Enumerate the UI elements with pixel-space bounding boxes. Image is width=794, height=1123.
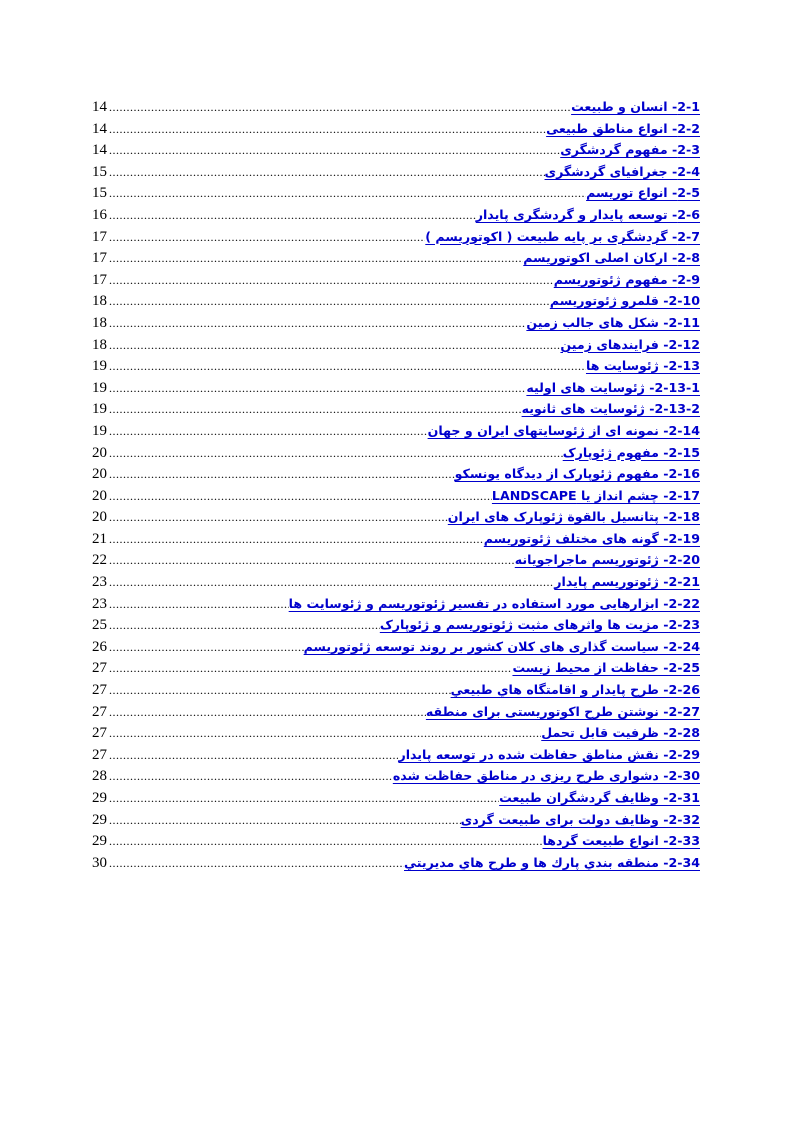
toc-page-number: 19 xyxy=(92,358,107,375)
toc-entry[interactable] xyxy=(92,182,700,204)
toc-entry-link[interactable]: 2-34- منطقه بندي پارك ها و طرح هاي مديريتي xyxy=(404,854,700,870)
toc-entry-link[interactable]: 2-25- حفاظت از محیط زیست xyxy=(512,660,700,676)
toc-page-number: 27 xyxy=(92,660,107,677)
toc-page-number: 29 xyxy=(92,811,107,828)
toc-entry-link[interactable]: 2-17- چشم انداز یا LANDSCAPE xyxy=(491,487,700,503)
dot-leader xyxy=(109,162,545,184)
toc-entry-link[interactable]: 2-33- انواع طبیعت گردها xyxy=(542,833,700,849)
dot-leader xyxy=(109,464,455,486)
dot-leader xyxy=(109,572,554,594)
toc-entry[interactable] xyxy=(92,485,700,507)
toc-entry[interactable] xyxy=(92,161,700,183)
toc-entry[interactable] xyxy=(92,204,700,226)
dot-leader xyxy=(109,227,425,249)
toc-entry-link[interactable]: 2-14- نمونه ای از ژئوسایتهای ایران و جهان xyxy=(427,422,700,438)
toc-entry-link[interactable]: 2-21- ژئوتوریسم پایدار xyxy=(554,574,700,590)
toc-entry-link[interactable]: 2-13-1- ژئوسایت های اولیه xyxy=(526,379,700,395)
toc-page-number: 14 xyxy=(92,142,107,159)
toc-page-number: 23 xyxy=(92,595,107,612)
dot-leader xyxy=(109,421,428,443)
toc-entry[interactable] xyxy=(92,593,700,615)
toc-page-number: 16 xyxy=(92,206,107,223)
dot-leader xyxy=(109,97,571,119)
toc-entry-link[interactable]: 2-12- فرایندهای زمین xyxy=(560,336,700,352)
toc-entry-link[interactable]: 2-23- مزیت ها واثرهای مثبت ژئوتوریسم و ژئوپارک xyxy=(379,617,700,633)
toc-entry-link[interactable]: 2-26- طرح پایدار و اقامتگاه هاي طبیعي xyxy=(450,682,700,698)
toc-entry[interactable] xyxy=(92,398,700,420)
dot-leader xyxy=(109,140,560,162)
toc-entry[interactable] xyxy=(92,247,700,269)
toc-page-number: 20 xyxy=(92,509,107,526)
dot-leader xyxy=(109,313,526,335)
toc-page-number: 20 xyxy=(92,444,107,461)
toc-entry-link[interactable]: 2-7- گردشگری بر پایه طبیعت ( اکوتوریسم ) xyxy=(425,228,700,244)
toc-entry[interactable] xyxy=(92,679,700,701)
toc-entry[interactable] xyxy=(92,765,700,787)
dot-leader xyxy=(109,788,499,810)
toc-entry-link[interactable]: 2-16- مفهوم ژئوپارک از دیدگاه یونسکو xyxy=(454,466,700,482)
toc-entry[interactable] xyxy=(92,139,700,161)
dot-leader xyxy=(109,378,526,400)
toc-page-number: 23 xyxy=(92,574,107,591)
toc-page-number: 29 xyxy=(92,833,107,850)
dot-leader xyxy=(109,399,522,421)
toc-entry-link[interactable]: 2-11- شکل های جالب زمین xyxy=(526,314,700,330)
toc-entry-link[interactable]: 2-2- انواع مناطق طبیعی xyxy=(546,120,700,136)
toc-entry[interactable] xyxy=(92,226,700,248)
toc-entry[interactable] xyxy=(92,96,700,118)
toc-entry[interactable] xyxy=(92,312,700,334)
toc-page-number: 27 xyxy=(92,746,107,763)
toc-entry[interactable] xyxy=(92,118,700,140)
toc-entry[interactable] xyxy=(92,549,700,571)
toc-page-number: 15 xyxy=(92,185,107,202)
toc-entry-link[interactable]: 2-27- نوشتن طرح اکوتوریستی برای منطقه xyxy=(425,703,700,719)
toc-entry[interactable] xyxy=(92,442,700,464)
toc-page-number: 27 xyxy=(92,725,107,742)
toc-entry-link[interactable]: 2-5- انواع توریسم xyxy=(586,185,700,201)
toc-page-number: 20 xyxy=(92,487,107,504)
toc-page-number: 18 xyxy=(92,336,107,353)
toc-entry[interactable] xyxy=(92,355,700,377)
toc-entry-link[interactable]: 2-31- وظایف گردشگران طبیعت xyxy=(499,790,700,805)
toc-entry-link[interactable]: 2-6- توسعه پایدار و گردشگری پایدار xyxy=(475,206,700,222)
dot-leader xyxy=(109,270,554,292)
dot-leader xyxy=(109,810,461,832)
toc-entry-link[interactable]: 2-1- انسان و طبیعت xyxy=(571,99,700,114)
toc-entry-link[interactable]: 2-10- قلمرو ژئوتوریسم xyxy=(549,293,700,309)
dot-leader xyxy=(109,637,304,659)
dot-leader xyxy=(109,615,380,637)
toc-page-number: 17 xyxy=(92,228,107,245)
dot-leader xyxy=(109,680,451,702)
toc-page-number: 19 xyxy=(92,422,107,439)
dot-leader xyxy=(109,853,404,875)
dot-leader xyxy=(109,507,448,529)
dot-leader xyxy=(109,702,426,724)
toc-entry-link[interactable]: 2-22- ابزارهایی مورد استفاده در تفسیر ژئوتوریسم و ژئوسایت ها xyxy=(288,595,700,611)
toc-entry[interactable] xyxy=(92,809,700,831)
toc-page-number: 27 xyxy=(92,703,107,720)
toc-entry-link[interactable]: 2-20- ژئوتوریسم ماجراجویانه xyxy=(514,552,700,568)
toc-entry[interactable] xyxy=(92,657,700,679)
toc-page-number: 28 xyxy=(92,768,107,785)
dot-leader xyxy=(109,335,560,357)
dot-leader xyxy=(109,658,512,680)
toc-page-number: 25 xyxy=(92,617,107,634)
dot-leader xyxy=(109,486,492,508)
toc-entry-link[interactable]: 2-13-2- ژئوسایت های ثانویه xyxy=(521,401,700,417)
toc-page-number: 14 xyxy=(92,120,107,137)
toc-entry[interactable] xyxy=(92,528,700,550)
dot-leader xyxy=(109,119,546,141)
toc-page-number: 29 xyxy=(92,790,107,806)
dot-leader xyxy=(109,550,515,572)
toc-page-number: 30 xyxy=(92,854,107,871)
dot-leader xyxy=(109,248,523,270)
toc-page-number: 17 xyxy=(92,250,107,267)
toc-entry-link[interactable]: 2-30- دشواری طرح ریزی در مناطق حفاظت شده xyxy=(392,768,700,784)
toc-entry-link[interactable]: 2-8- ارکان اصلی اکوتوریسم xyxy=(523,250,700,266)
toc-entry[interactable] xyxy=(92,334,700,356)
dot-leader xyxy=(109,356,586,378)
dot-leader xyxy=(109,745,398,767)
toc-entry[interactable] xyxy=(92,290,700,312)
toc-entry[interactable] xyxy=(92,614,700,636)
dot-leader xyxy=(109,443,563,465)
dot-leader xyxy=(109,766,393,788)
toc-page-number: 15 xyxy=(92,163,107,180)
toc-page-number: 27 xyxy=(92,682,107,699)
dot-leader xyxy=(109,529,484,551)
dot-leader xyxy=(109,831,543,853)
toc-entry-link[interactable]: 2-18- پتانسیل بالقوة ژئوپارک های ایران xyxy=(447,509,700,525)
toc-entry-link[interactable]: 2-29- نقش مناطق حفاظت شده در توسعه پایدار xyxy=(398,746,700,762)
toc-page-number: 18 xyxy=(92,314,107,331)
toc-entry[interactable] xyxy=(92,744,700,766)
toc-entry-link[interactable]: 2-28- ظرفیت قابل تحمل xyxy=(541,725,700,741)
dot-leader xyxy=(109,291,550,313)
toc-entry-link[interactable]: 2-13- ژئوسایت ها xyxy=(585,358,700,374)
toc-entry[interactable] xyxy=(92,506,700,528)
toc-entry[interactable] xyxy=(92,830,700,852)
toc-page-number: 19 xyxy=(92,379,107,396)
toc-entry[interactable] xyxy=(92,269,700,291)
toc-page-number: 19 xyxy=(92,401,107,418)
toc-entry[interactable] xyxy=(92,852,700,874)
dot-leader xyxy=(109,183,586,205)
toc-page-number: 22 xyxy=(92,552,107,569)
toc-page-number: 18 xyxy=(92,293,107,310)
toc-page-number: 14 xyxy=(92,99,107,115)
dot-leader xyxy=(109,723,541,745)
toc-page-number: 21 xyxy=(92,530,107,547)
toc-entry-link[interactable]: 2-3- مفهوم گردشگری xyxy=(560,142,700,158)
toc-entry[interactable] xyxy=(92,377,700,399)
toc-entry[interactable] xyxy=(92,722,700,744)
toc-page-number: 17 xyxy=(92,271,107,288)
toc-entry-link[interactable]: 2-24- سیاست گذاری های کلان کشور بر روند توسعه ژئوتوریسم xyxy=(303,638,700,654)
dot-leader xyxy=(109,594,289,616)
table-of-contents xyxy=(92,96,700,873)
toc-entry-link[interactable]: 2-19- گونه های مختلف ژئوتوریسم xyxy=(483,530,700,546)
toc-entry[interactable] xyxy=(92,571,700,593)
toc-entry[interactable] xyxy=(92,701,700,723)
toc-entry-link[interactable]: 2-9- مفهوم ژئوتوریسم xyxy=(553,271,700,287)
toc-entry[interactable] xyxy=(92,420,700,442)
toc-entry[interactable] xyxy=(92,636,700,658)
toc-entry-link[interactable]: 2-15- مفهوم ژئوپارک xyxy=(562,444,700,460)
dot-leader xyxy=(109,205,476,227)
toc-entry-link[interactable]: 2-4- جغرافیای گردشگری xyxy=(544,163,700,179)
toc-page-number: 20 xyxy=(92,466,107,483)
toc-entry-link[interactable]: 2-32- وظایف دولت برای طبیعت گردی xyxy=(460,811,700,827)
toc-entry[interactable] xyxy=(92,787,700,809)
toc-page-number: 26 xyxy=(92,638,107,655)
toc-entry[interactable] xyxy=(92,463,700,485)
